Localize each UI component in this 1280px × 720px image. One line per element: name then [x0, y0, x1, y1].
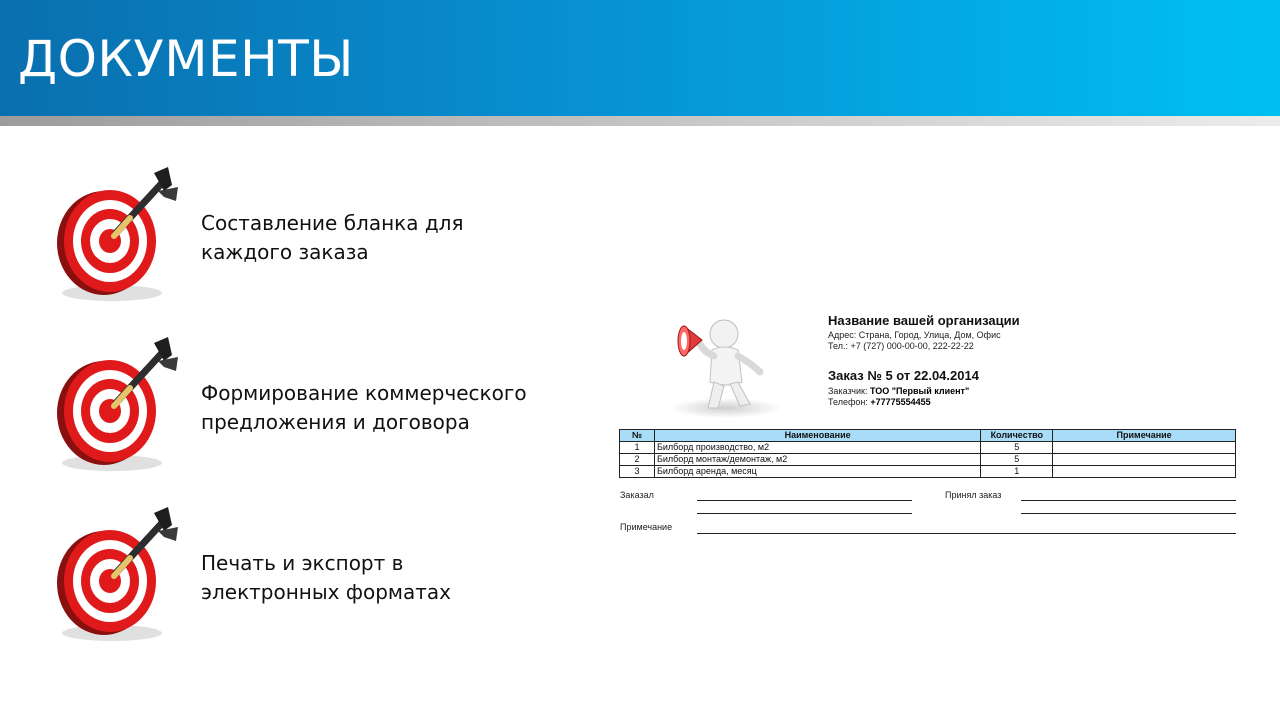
- target-dart-icon: [54, 335, 194, 475]
- feature-text: Составление бланка для каждого заказа: [201, 211, 464, 264]
- note-label: Примечание: [620, 522, 673, 532]
- item-note: [1053, 442, 1236, 454]
- table-header-row: [620, 430, 1236, 442]
- feature-item: [54, 165, 574, 305]
- ordered-by-line: [697, 500, 912, 501]
- target-dart-icon: [54, 505, 194, 645]
- table-row: [620, 442, 1236, 454]
- header-divider: [0, 116, 1280, 126]
- ordered-by-line: [697, 513, 912, 514]
- item-name: Билборд производство, м2: [654, 442, 980, 454]
- order-form-preview: [618, 300, 1238, 540]
- feature-text: Печать и экспорт в электронных форматах: [201, 551, 451, 604]
- column-header: Количество: [981, 430, 1053, 442]
- note-line: [697, 533, 1236, 534]
- item-note: [1053, 454, 1236, 466]
- megaphone-man-icon: [664, 312, 780, 418]
- order-title: Заказ № 5 от 22.04.2014: [828, 368, 979, 383]
- customer-line: Заказчик: ТОО "Первый клиент": [828, 386, 970, 396]
- item-quantity: 5: [981, 442, 1053, 454]
- row-number: 3: [620, 466, 655, 478]
- item-note: [1053, 466, 1236, 478]
- accepted-by-label: Принял заказ: [945, 490, 1002, 500]
- feature-item: [54, 335, 574, 475]
- table-row: [620, 466, 1236, 478]
- customer-phone-line: Телефон: +77775554455: [828, 397, 931, 407]
- item-name: Билборд аренда, месяц: [654, 466, 980, 478]
- org-name: Название вашей организации: [828, 313, 1020, 328]
- header-banner: [0, 0, 1280, 116]
- item-quantity: 1: [981, 466, 1053, 478]
- accepted-by-line: [1021, 500, 1236, 501]
- page-title: ДОКУМЕНТЫ: [18, 30, 354, 88]
- table-row: [620, 454, 1236, 466]
- org-phones: Тел.: +7 (727) 000-00-00, 222-22-22: [828, 341, 974, 351]
- row-number: 1: [620, 442, 655, 454]
- accepted-by-line: [1021, 513, 1236, 514]
- order-table: [619, 429, 1236, 478]
- feature-item: [54, 505, 574, 645]
- target-dart-icon: [54, 165, 194, 305]
- feature-text: Формирование коммерческого предложения и договора: [201, 381, 527, 434]
- org-address: Адрес: Страна, Город, Улица, Дом, Офис: [828, 330, 1001, 340]
- column-header: Примечание: [1053, 430, 1236, 442]
- item-name: Билборд монтаж/демонтаж, м2: [654, 454, 980, 466]
- ordered-by-label: Заказал: [620, 490, 654, 500]
- item-quantity: 5: [981, 454, 1053, 466]
- column-header: №: [620, 430, 655, 442]
- column-header: Наименование: [654, 430, 980, 442]
- row-number: 2: [620, 454, 655, 466]
